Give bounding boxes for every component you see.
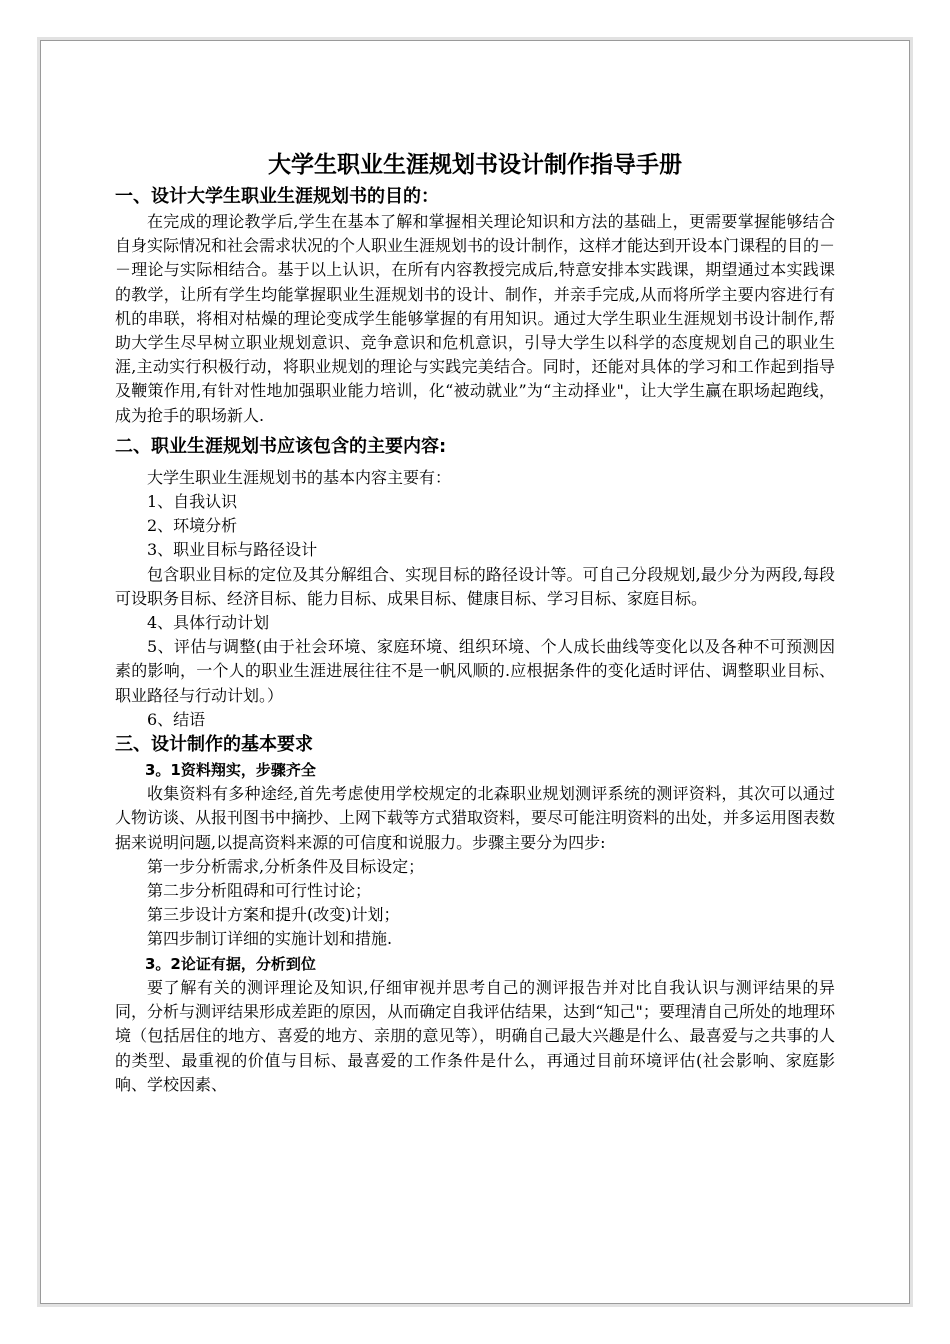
list-item: 6、结语 [147, 709, 206, 729]
document-title: 大学生职业生涯规划书设计制作指导手册 [268, 152, 682, 178]
subsection-3-2-heading: 3。2论证有据，分析到位 [145, 954, 316, 973]
list-item: 2、环境分析 [147, 516, 238, 536]
list-item: 3、职业目标与路径设计 [147, 540, 318, 560]
section-1-paragraph: 在完成的理论教学后,学生在基本了解和掌握相关理论知识和方法的基础上，更需要掌握能够结合自身实际情况和社会需求状况的个人职业生涯规划书的设计制作，这样才能达到开设本门课程的目的－－理论与实际相结合。基于以上认识，在所有内容教授完成后,特意安排本实践课，期望通过本实践课的教学，让所有学生均能掌握职业生涯规划书的设计、制作，并亲手完成,从而将所学主要内容进行有机的串联，将相对枯燥的理论变成学生能够掌握的有用知识。通过大学生职业生涯规划书设计制作,帮助大学生尽早树立职业规划意识、竞争意识和危机意识，引导大学生以科学的态度规划自己的职业生涯,主动实行积极行动，将职业规划的理论与实践完美结合。同时，还能对具体的学习和工作起到指导及鞭策作用,有针对性地加强职业能力培训，化“被动就业”为“主动择业"，让大学生赢在职场起跑线，成为抢手的职场新人. [115, 212, 836, 425]
step-item: 第二步分析阻碍和可行性讨论； [147, 881, 372, 901]
list-item-detail: 包含职业目标的定位及其分解组合、实现目标的路径设计等。可自己分段规划,最少分为两段,每段可设职务目标、经济目标、能力目标、成果目标、健康目标、学习目标、家庭目标。 [115, 564, 835, 608]
subsection-3-2-paragraph: 要了解有关的测评理论及知识,仔细审视并思考自己的测评报告并对比自我认识与测评结果的异同，分析与测评结果形成差距的原因，从而确定自我评估结果，达到“知己"；要理清自己所处的地理环境（包括居住的地方、喜爱的地方、亲朋的意见等），明确自己最大兴趣是什么、最喜爱与之共事的人的类型、最重视的价值与目标、最喜爱的工作条件是什么，再通过目前环境评估(社会影响、家庭影响、学校因素、 [115, 977, 835, 1094]
step-item: 第一步分析需求,分析条件及目标设定； [147, 856, 425, 876]
list-item: 5、评估与调整(由于社会环境、家庭环境、组织环境、个人成长曲线等变化以及各种不可预测因素的影响，一个人的职业生涯进展往往不是一帆风顺的.应根据条件的变化适时评估、调整职业目标、职业路径与行动计划。） [115, 637, 835, 705]
section-2-heading: 二、职业生涯规划书应该包含的主要内容: [115, 435, 447, 457]
section-1-heading: 一、设计大学生职业生涯规划书的目的： [115, 186, 439, 207]
list-item: 4、具体行动计划 [147, 613, 270, 633]
subsection-3-1-heading: 3。1资料翔实，步骤齐全 [145, 761, 316, 780]
section-2-intro: 大学生职业生涯规划书的基本内容主要有： [147, 467, 452, 487]
list-item: 1、自我认识 [147, 492, 238, 512]
step-item: 第四步制订详细的实施计划和措施. [147, 929, 393, 949]
subsection-3-1-paragraph: 收集资料有多种途经,首先考虑使用学校规定的北森职业规划测评系统的测评资料，其次可以通过人物访谈、从报刊图书中摘抄、上网下载等方式猎取资料，要尽可能注明资料的出处，并多运用图表数据来说明问题,以提高资料来源的可信度和说服力。步骤主要分为四步: [115, 784, 836, 852]
document-body [115, 150, 835, 1097]
step-item: 第三步设计方案和提升(改变)计划； [147, 905, 400, 925]
section-3-heading: 三、设计制作的基本要求 [115, 734, 313, 756]
